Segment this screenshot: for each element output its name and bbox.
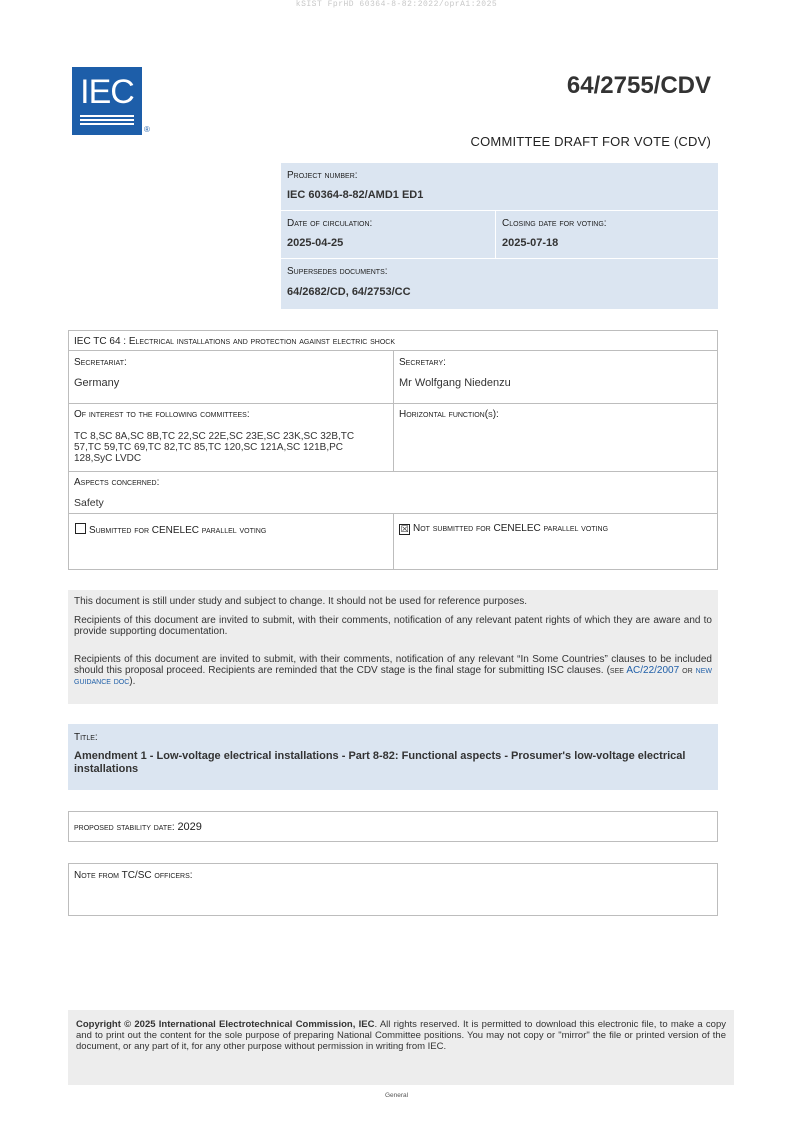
- interest-label: Of interest to the following committees:: [74, 409, 250, 420]
- copyright-holder: Copyright © 2025 International Electrotechnical Commission, IEC: [76, 1019, 375, 1030]
- committee-table: [68, 330, 718, 570]
- stability-label: proposed stability date:: [74, 822, 178, 833]
- not-submitted-checkbox[interactable]: ☒: [400, 524, 409, 534]
- divider: [393, 403, 394, 471]
- supersedes-documents: 64/2682/CD, 64/2753/CC: [287, 286, 411, 298]
- notice-paragraph-isc: [74, 654, 712, 687]
- notice-block: [68, 590, 718, 704]
- secretary: Mr Wolfgang Niedenzu: [399, 377, 511, 389]
- document-title: Amendment 1 - Low-voltage electrical installations - Part 8-82: Functional aspects - Prosumer's low-voltage electrical installations: [74, 750, 686, 775]
- not-submitted-label: Not submitted for CENELEC parallel voting: [413, 523, 609, 534]
- copyright-block: [68, 1010, 734, 1085]
- officers-note-block: [68, 863, 718, 916]
- aspects: Safety: [74, 497, 104, 509]
- divider: [495, 210, 496, 258]
- interested-committees: TC 8,SC 8A,SC 8B,TC 22,SC 22E,SC 23E,SC 23K,SC 32B,TC 57,TC 59,TC 69,TC 82,TC 85,TC 120,SC 121A,SC 121B,PC 128,SyC LVDC: [74, 431, 355, 464]
- notice-or: or: [679, 665, 696, 676]
- ac-22-2007-link[interactable]: AC/22/2007: [626, 665, 680, 676]
- logo-line: [80, 119, 134, 121]
- notice-text: Recipients of this document are invited to submit, with their comments, notification of any relevant “In Some Countries” clauses to be included should this proposal proceed. Recipients are reminded that the CDV stage is the final stage for submitting ISC clauses. (: [74, 654, 712, 676]
- document-number: 64/2755/CDV: [566, 72, 711, 99]
- submitted-checkbox[interactable]: [75, 523, 86, 534]
- aspects-label: Aspects concerned:: [74, 477, 160, 488]
- submitted-option[interactable]: [75, 523, 266, 536]
- tc-title: Electrical installations and protection against electric shock: [128, 336, 396, 347]
- notice-paragraph: Recipients of this document are invited to submit, with their comments, notification of any relevant patent rights of which they are aware and to provide supporting documentation.: [74, 615, 712, 637]
- stability-value: 2029: [177, 821, 202, 833]
- submitted-label: Submitted for CENELEC parallel voting: [89, 525, 267, 536]
- divider: [281, 258, 718, 259]
- stability-date-block: [68, 811, 718, 842]
- notice-close: ).: [129, 676, 136, 687]
- project-number-label: Project number:: [287, 170, 358, 181]
- closing-date-label: Closing date for voting:: [502, 218, 607, 229]
- document-type: COMMITTEE DRAFT FOR VOTE (CDV): [470, 134, 711, 149]
- iec-logo-text: IEC: [80, 73, 134, 111]
- logo-line: [80, 123, 134, 125]
- logo-line: [80, 115, 134, 117]
- circulation-date-label: Date of circulation:: [287, 218, 373, 229]
- tc-prefix: IEC TC 64 :: [74, 336, 129, 347]
- secretariat-label: Secretariat:: [74, 357, 127, 368]
- secretary-label: Secretary:: [399, 357, 446, 368]
- tc-heading: [74, 336, 395, 347]
- watermark: kSIST FprHD 60364-8-82:2022/oprA1:2025: [295, 0, 498, 9]
- title-label: Title:: [74, 732, 98, 743]
- notice-see: see: [609, 665, 627, 676]
- closing-date: 2025-07-18: [502, 237, 559, 249]
- circulation-date: 2025-04-25: [287, 237, 344, 249]
- project-number: IEC 60364-8-82/AMD1 ED1: [287, 189, 424, 201]
- horizontal-function-label: Horizontal function(s):: [399, 409, 499, 420]
- notice-paragraph: This document is still under study and subject to change. It should not be used for reference purposes.: [74, 596, 528, 607]
- divider: [69, 471, 717, 472]
- copyright-text: [76, 1019, 726, 1052]
- iec-logo: [72, 67, 142, 135]
- title-block: [68, 724, 718, 790]
- guidance-doc-link[interactable]: new guidance doc: [74, 665, 713, 687]
- registered-mark: ®: [144, 125, 150, 134]
- copyright-body: . All rights reserved. It is permitted to download this electronic file, to make a copy and to print out the content for the sole purpose of preparing National Committee positions. You may not copy or "mirror" the file or printed version of the document, or any part of it, for any other purpose without permission in writing from IEC.: [76, 1019, 726, 1052]
- divider: [281, 210, 718, 211]
- project-block: [281, 163, 718, 309]
- not-submitted-option[interactable]: [399, 523, 608, 535]
- stability-date: [74, 821, 202, 833]
- classification-footer: General: [384, 1092, 409, 1099]
- supersedes-label: Supersedes documents:: [287, 266, 388, 277]
- secretariat: Germany: [74, 377, 120, 389]
- divider: [393, 513, 394, 570]
- officers-note-label: Note from TC/SC officers:: [74, 870, 193, 881]
- divider: [393, 350, 394, 403]
